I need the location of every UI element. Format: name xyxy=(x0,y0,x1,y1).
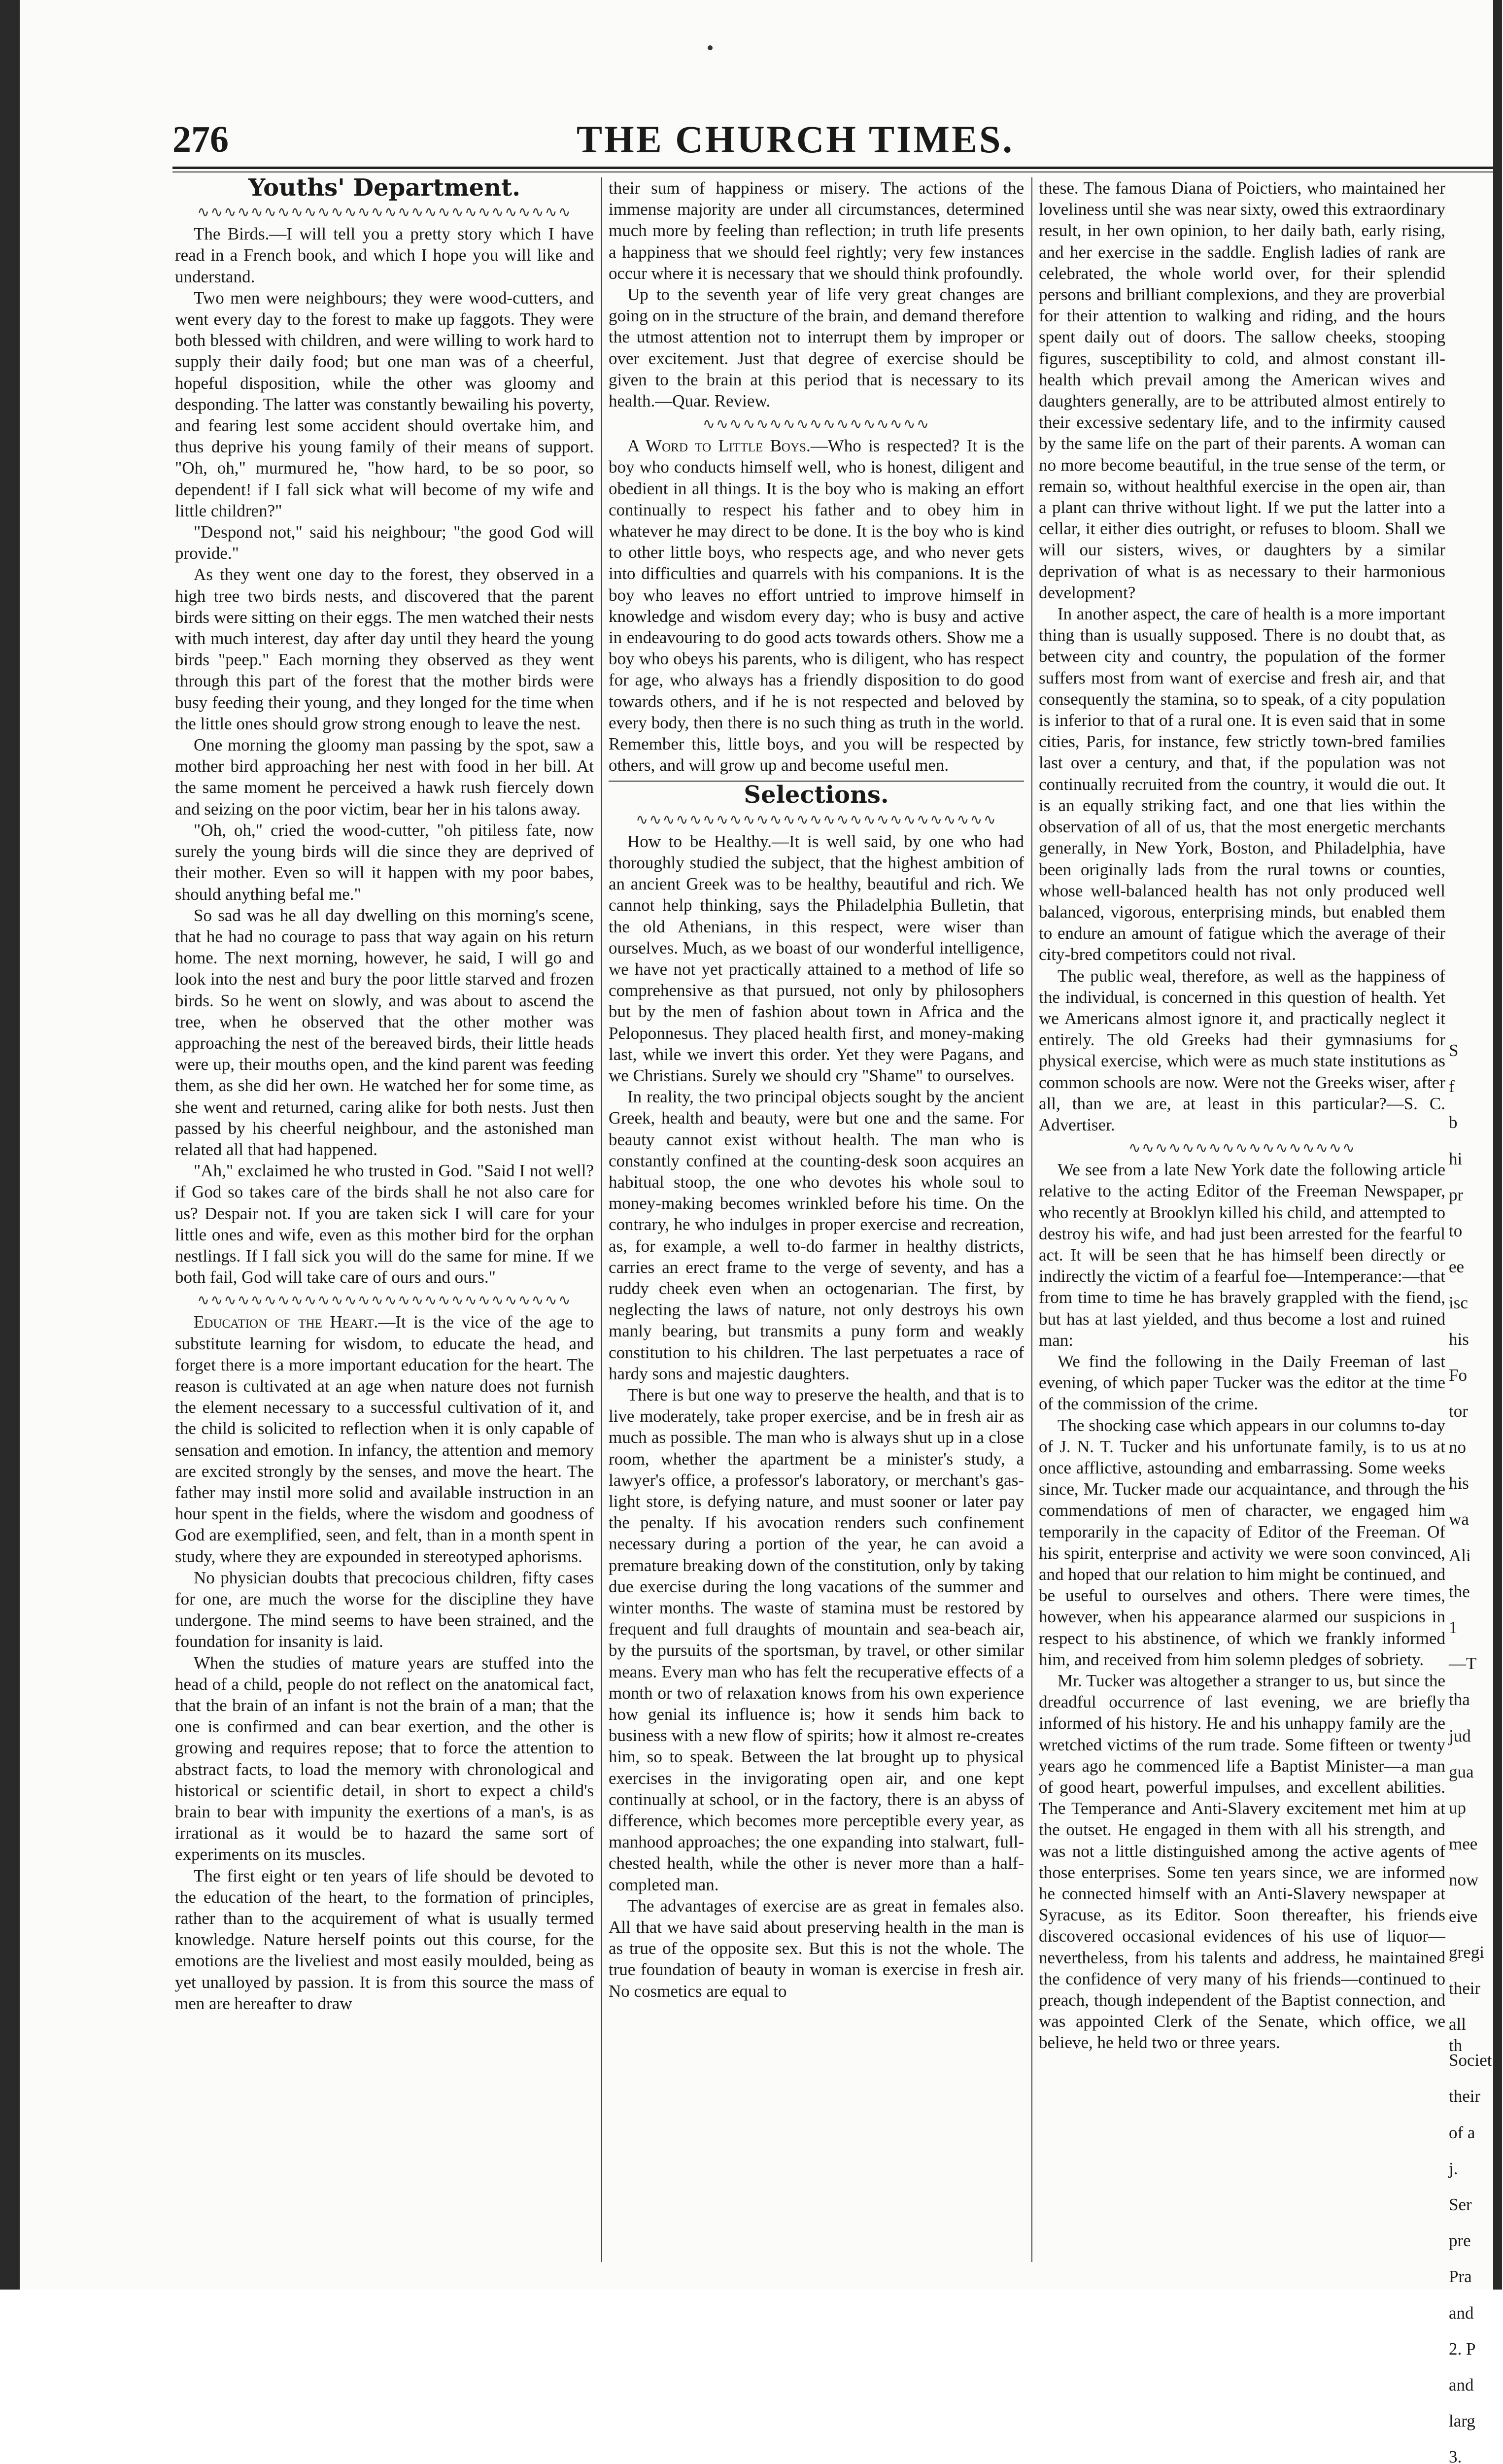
youths-department-heading: Youths' Department. xyxy=(248,174,520,202)
paragraph: Who is respected? It is the boy who conducts himself well, who is honest, diligent and obedient in all things. It is the boy who is making an effort continually to respect his father and to obey him in whatever he may direct to be done. It is the boy who is kind to other little boys, who respects age, and who never gets into difficulties and quarrels with his companions. It is the boy who leaves no effort untried to improve himself in knowledge and wisdom every day; who is busy and active in endeavouring to do good acts towards others. Show me a boy who obeys his parents, who is diligent, who has respect for age, who always has a friendly disposition to do good towards others, and if he is not respected and beloved by every body, then there is no such thing as truth in the world. Remember this, little boys, and you will be respected by others, and will grow up and become useful men. xyxy=(609,436,1024,775)
edge-fragment: ee xyxy=(1449,1257,1465,1277)
paragraph: There is but one way to preserve the health, and that is to live moderately, take proper exercise, and be in fresh air as much as possible. The man who is always shut up in a close room, whether the apartment be a minister's study, a lawyer's office, a professor's laboratory, or merchant's gas-light store, is defying nature, and must sooner or later pay the penalty. If his avocation renders such confinement necessary during a portion of the year, he can avoid a premature breaking down of the constitution, only by taking due exercise during the long vacations of the summer and winter months. The waste of stamina must be restored by frequent and full draughts of mountain and sea-beach air, by the pursuits of the sportsman, by travel, or other similar means. Every man who has felt the recuperative effects of a month or two of relaxation knows from his own experience how genial its influence is; how it sends him back to business with a new flow of spirits; how it almost re-creates him, so to speak. Between the lat brought up to physical exercises in the invigorating open air, and one kept continually at school, or in the factory, there is an abyss of difference, which becomes more perceptible every year, as manhood approaches; the one expanding into stalwart, full-chested health, while the other is never more than a half-completed man. xyxy=(609,1385,1024,1894)
paragraph: No physician doubts that precocious children, fifty cases for one, are much the worse for the discipline they have undergone. The mind seems to have been strained, and the foundation for insanity is laid. xyxy=(175,1568,594,1651)
edge-fragment: and xyxy=(1449,2303,1474,2323)
edge-fragment: eive xyxy=(1449,1906,1478,1926)
paragraph: In another aspect, the care of health is a more important thing than is usually supposed. There is no doubt that, as between city and country, the population of the former suffers most from want of exercise and fresh air, and that consequently the stamina, so to speak, of a city population is inferior to that of a rural one. It is even said that in some cities, Paris, for instance, few strictly town-bred families last over a century, and that, if the population was not continually recruited from the country, it would die out. It is an equally striking fact, and one that lies within the observation of all of us, that the most energetic merchants generally, in New York, Boston, and Philadelphia, have been originally lads from the rural towns or counties, whose well-balanced health has not only produced well balanced, vigorous, enterprising minds, but enabled them to endure an amount of fatigue which the average of their city-bred competitors could not rival. xyxy=(1039,604,1445,964)
paragraph: We find the following in the Daily Freeman of last evening, of which paper Tucker was the editor at the time of the commission of the crime. xyxy=(1039,1351,1445,1414)
edge-fragment: 1 xyxy=(1449,1618,1458,1637)
edge-fragment: 2. P xyxy=(1449,2339,1476,2359)
edge-fragment: Ser xyxy=(1449,2195,1472,2214)
paragraph: The first eight or ten years of life should be devoted to the education of the heart, to the formation of principles, rather than to the acquirement of what is usually termed knowledge. Nature herself points out this course, for the emotions are the liveliest and most easily moulded, being as yet unalloyed by passion. It is from this source the mass of men are hereafter to draw xyxy=(175,1866,594,2013)
edge-fragment: S xyxy=(1449,1041,1459,1060)
paragraph: The advantages of exercise are as great in females also. All that we have said about preserving health in the man is as true of the opposite sex. But this is not the whole. The true foundation of beauty in woman is exercise in fresh air. No cosmetics are equal to xyxy=(609,1896,1024,2001)
edge-fragment: isc xyxy=(1449,1293,1468,1313)
edge-fragment: hi xyxy=(1449,1149,1463,1168)
decorative-rule: ∿∿∿∿∿∿∿∿∿∿∿∿∿∿∿∿∿∿∿∿∿∿∿∿∿∿∿ xyxy=(636,811,997,828)
paragraph: One morning the gloomy man passing by the spot, saw a mother bird approaching her nest with food in her bill. At the same moment he perceived a hawk rush fiercely down and seizing on the poor victim, bear her in his talons away. xyxy=(175,735,594,819)
edge-fragment: j. xyxy=(1449,2158,1458,2178)
decorative-rule: ∿∿∿∿∿∿∿∿∿∿∿∿∿∿∿∿∿ xyxy=(702,416,930,433)
paragraph: The Birds.—I will tell you a pretty story which I have read in a French book, and which I hope you will like and understand. xyxy=(175,224,594,286)
decorative-rule: ∿∿∿∿∿∿∿∿∿∿∿∿∿∿∿∿∿∿∿∿∿∿∿∿∿∿∿∿ xyxy=(197,1292,572,1309)
edge-fragment: pr xyxy=(1449,1185,1464,1204)
edge-fragment: to xyxy=(1449,1221,1463,1240)
paragraph: How to be Healthy.—It is well said, by one who had thoroughly studied the subject, that the highest ambition of an ancient Greek was to be healthy, beautiful and rich. We cannot help thinking, says the Philadelphia Bulletin, that the old Athenians, in this respect, were wiser than ourselves. Much, as we boast of our wonderful intelligence, we have not yet practically attained to a method of life so comprehensive as that pursued, not only by philosophers but by the men of fashion about town in Africa and the Peloponnesus. They placed health first, and money-making last, while we invert this order. Yet they were Pagans, and we Christians. Surely we should cry "Shame" to ourselves. xyxy=(609,831,1024,1085)
edge-fragment: Societ xyxy=(1449,2051,1492,2070)
page-number: 276 xyxy=(172,119,229,160)
edge-fragment: —T xyxy=(1449,1654,1477,1674)
page-header xyxy=(172,118,1503,163)
paragraph: "Despond not," said his neighbour; "the good God will provide." xyxy=(175,522,594,563)
paragraph: "Oh, oh," cried the wood-cutter, "oh pitiless fate, now surely the young birds will die since they are deprived of their mother. Even so will it happen with my poor babes, should anything befal me." xyxy=(175,820,594,904)
edge-fragment: jud xyxy=(1449,1726,1471,1745)
edge-fragment: all th xyxy=(1449,2015,1466,2055)
paragraph: Mr. Tucker was altogether a stranger to us, but since the dreadful occurrence of last evening, we are briefly informed of his history. He and his unhappy family are the wretched victims of the rum trade. Some fifteen or twenty years ago he commenced life a Baptist Minister—a man of good heart, powerful impulses, and excellent abilities. The Temperance and Anti-Slavery excitement met him at the outset. He engaged in them with all his strength, and was not a little distinguished among the active agents of those enterprises. Some ten years since, we are informed he connected himself with an Anti-Slavery newspaper at Syracuse, as its Editor. Soon thereafter, his friends discovered occasional evidences of his use of liquor—nevertheless, from his talents and address, he maintained the confidence of very many of his friends—continued to preach, though independent of the Baptist connection, and was appointed Clerk of the Senate, which office, we believe, he held two or three years. xyxy=(1039,1671,1445,2053)
header-rule-thin xyxy=(172,171,1493,172)
edge-fragment: Ali xyxy=(1449,1545,1471,1565)
paragraph: When the studies of mature years are stuffed into the head of a child, people do not reflect on the anatomical fact, that the brain of an infant is not the brain of a man; that the one is confirmed and can bear exertion, and the other is growing and requires repose; that to force the attention to abstract facts, to load the memory with chronological and historical or scientific detail, in short to expect a child's brain to bear with impunity the exertions of a man's, is as irrational as it would be to hazard the same sort of experiments on its muscles. xyxy=(175,1653,594,1864)
paragraph: It is the vice of the age to substitute learning for wisdom, to educate the head, and forget there is a more important education for the heart. The reason is cultivated at an age when nature does not furnish the element necessary to a successful cultivation of it, and the child is solicited to reflection when it is only capable of sensation and emotion. In infancy, the attention and memory are excited strongly by the senses, and move the heart. The father may instil more solid and available instruction in an hour spent in the fields, where the wisdom and goodness of God are exemplified, seen, and felt, than in a month spent in study, where they are expounded in stereotyped aphorisms. xyxy=(175,1312,594,1566)
section-rule xyxy=(609,781,1024,782)
edge-fragment: his xyxy=(1449,1329,1469,1349)
column-3 xyxy=(1039,177,1445,2053)
edge-fragment: up xyxy=(1449,1798,1466,1817)
ink-speck xyxy=(708,45,713,50)
edge-fragment: the xyxy=(1449,1581,1470,1601)
column-2 xyxy=(609,177,1024,2002)
paragraph: As they went one day to the forest, they observed in a high tree two birds nests, and discovered that the parent birds were sitting on their eggs. The men watched their nests with much interest, day after day until they heard the young birds "peep." Each morning they observed as they went through this part of the forest that the mother birds were busy feeding their young, and they longed for the time when the little ones should grow strong enough to leave the nest. xyxy=(175,565,594,733)
column-divider-1 xyxy=(601,177,602,2262)
decorative-rule: ∿∿∿∿∿∿∿∿∿∿∿∿∿∿∿∿∿∿∿∿∿∿∿∿∿∿∿∿ xyxy=(197,204,572,221)
paragraph: Up to the seventh year of life very great changes are going on in the structure of the brain, and demand therefore the utmost attention not to interrupt them by improper or over excitement. Just that degree of exercise should be given to the brain at this period that is necessary to its health.—Quar. Review. xyxy=(609,285,1024,411)
edge-fragment: larg xyxy=(1449,2411,1475,2431)
scan-border-right xyxy=(1493,0,1502,2290)
column-1 xyxy=(175,174,594,2014)
column-divider-2 xyxy=(1031,177,1032,2262)
header-rule xyxy=(172,167,1493,169)
decorative-rule: ∿∿∿∿∿∿∿∿∿∿∿∿∿∿∿∿∿ xyxy=(1128,1140,1356,1157)
edge-fragment: Fo xyxy=(1449,1365,1467,1385)
little-boys-heading: A Word to Little Boys. xyxy=(627,436,811,456)
edge-fragment: his xyxy=(1449,1473,1469,1493)
section-lead: Education of the Heart.—It is the vice of the age to substitute learning for wisdom, to educate the head, and forget there is a more important education for the heart. The reason is cultivated at an age when nature does not furnish the element necessary to a successful cultivation of it, and the child is solicited to reflection when it is only capable of sensation and emotion. In infancy, the attention and memory are excited strongly by the senses, and move the heart. The father may instil more solid and available instruction in an hour spent in the fields, where the wisdom and goodness of God are exemplified, seen, and felt, than in a month spent in study, where they are expounded in stereotyped aphorisms. xyxy=(175,1312,594,1566)
scan-border-left xyxy=(0,0,20,2290)
edge-fragment: gregi xyxy=(1449,1942,1484,1962)
edge-fragment: no xyxy=(1449,1437,1466,1457)
edge-fragment: f xyxy=(1449,1077,1455,1096)
paragraph: Two men were neighbours; they were wood-cutters, and went every day to the forest to make up faggots. They were both blessed with children, and were willing to work hard to supply their daily food; but one man was of a cheerful, hopeful disposition, while the other was gloomy and desponding. The latter was constantly bewailing his poverty, and fearing lest some accident should overtake him, and thus deprive his young family of their means of support. "Oh, oh," murmured he, "how hard, to be so poor, so dependent! if I fall sick what will become of my wife and little children?" xyxy=(175,288,594,520)
edge-fragment: now xyxy=(1449,1870,1479,1890)
edge-fragment: and xyxy=(1449,2375,1474,2395)
paragraph: We see from a late New York date the following article relative to the acting Editor of the Freeman Newspaper, who recently at Brooklyn killed his child, and attempted to destroy his wife, and had just been arrested for the fearful act. It will be seen that he has himself been directly or indirectly the victim of a fearful foe—Intemperance:—that from time to time he has bravely grappled with the fiend, but has at last yielded, and thus become a lost and ruined man: xyxy=(1039,1160,1445,1350)
edge-fragment: pre xyxy=(1449,2231,1471,2251)
paragraph: So sad was he all day dwelling on this morning's scene, that he had no courage to pass that way again on his return home. The next morning, however, he said, I will go and look into the nest and bury the poor little starved and frozen birds. So he went on slowly, and was about to ascend the tree, when he observed that the other mother was approaching the nest of the bereaved birds, their little heads were up, their mouths open, and the kind parent was feeding them, as she did her own. He watched her for some time, as she went and returned, caring alike for both nests. Just then passed by his cheerful neighbour, and the astonished man related all that had happened. xyxy=(175,905,594,1159)
section-lead: A Word to Little Boys.—Who is respected? It is the boy who conducts himself well, who is honest, diligent and obedient in all things. It is the boy who is making an effort continually to respect his father and to obey him in whatever he may direct to be done. It is the boy who is kind to other little boys, who respects age, and who never gets into difficulties and quarrels with his companions. It is the boy who leaves no effort untried to improve himself in knowledge and wisdom every day; who is busy and active in endeavouring to do good acts towards others. Show me a boy who obeys his parents, who is diligent, who has respect for age, who always has a friendly disposition to do good towards others, and if he is not respected and beloved by every body, then there is no such thing as truth in the world. Remember this, little boys, and you will be respected by others, and will grow up and become useful men. xyxy=(609,436,1024,775)
edge-fragment: tor xyxy=(1449,1401,1468,1421)
edge-fragment: 3. xyxy=(1449,2447,1462,2464)
edge-fragment: Pra xyxy=(1449,2267,1472,2287)
edge-fragment: their xyxy=(1449,1978,1481,1998)
education-heading: Education of the Heart. xyxy=(194,1312,378,1332)
adjacent-page-fragment xyxy=(1449,177,1492,2464)
paragraph: The public weal, therefore, as well as the happiness of the individual, is concerned in this question of health. Yet we Americans almost ignore it, and practically neglect it entirely. The old Greeks had their gymnasiums for physical exercise, which were as much state institutions as common schools are now. Were not the Greeks wiser, after all, than we are, at least in this particular?—S. C. Advertiser. xyxy=(1039,966,1445,1134)
paragraph: their sum of happiness or misery. The actions of the immense majority are under all circumstances, determined much more by feeling than reflection; in truth life presents a happiness that we should feel rightly; very few instances occur where it is necessary that we should think profoundly. xyxy=(609,178,1024,283)
edge-fragment: wa xyxy=(1449,1509,1469,1529)
paragraph: "Ah," exclaimed he who trusted in God. "Said I not well? if God so takes care of the birds shall he not also care for us? Despair not. If you are taken sick I will care for your little ones and wife, even as this mother bird for the orphan nestlings. If I fall sick you will do the same for mine. If we both fail, God will take care of ours and ours." xyxy=(175,1161,594,1287)
edge-fragment: gua xyxy=(1449,1762,1474,1781)
edge-fragment: of a xyxy=(1449,2122,1475,2142)
edge-fragment: tha xyxy=(1449,1690,1470,1710)
paragraph: these. The famous Diana of Poictiers, who maintained her loveliness until she was near sixty, owed this extraordinary result, in her own opinion, to her daily bath, early rising, and her exercise in the saddle. English ladies of rank are celebrated, the whole world over, for their splendid persons and brilliant complexions, and they are proverbial for their attention to walking and riding, and the hours spent daily out of doors. The sallow cheeks, stooping figures, susceptibility to cold, and almost constant ill-health which prevail among the American wives and daughters generally, are to be attributed almost entirely to their excessive sedentary life, and to the infirmity caused by the same life on the part of their parents. A woman can no more become beautiful, in the true sense of the term, or remain so, without healthful exercise in the open air, than a plant can thrive without light. If we put the latter into a cellar, it either dies outright, or refuses to bloom. Shall we will our sisters, wives, or daughters by a similar deprivation of what is as necessary to their harmonious development? xyxy=(1039,178,1445,602)
paragraph: In reality, the two principal objects sought by the ancient Greek, health and beauty, were but one and the same. For beauty cannot exist without health. The man who is constantly confined at the counting-desk soon acquires an habitual stoop, the one who devotes his whole soul to money-making becomes wrinkled before his time. On the contrary, he who indulges in proper exercise and recreation, as, for example, a well to-do farmer in healthy districts, carries an erect frame to the verge of seventy, and has a ruddy cheek even when an octogenarian. The first, by neglecting the laws of nature, not only destroys his own manly bearing, but transmits a puny form and weakly constitution to his children. The last perpetuates a race of hardy sons and majestic daughters. xyxy=(609,1087,1024,1383)
masthead-title: THE CHURCH TIMES. xyxy=(577,118,1014,161)
edge-fragment: their xyxy=(1449,2087,1481,2106)
edge-fragment: mee xyxy=(1449,1834,1478,1854)
edge-fragment: b xyxy=(1449,1113,1458,1132)
paragraph: The shocking case which appears in our columns to-day of J. N. T. Tucker and his unfortunate family, is to us at once afflictive, astounding and embarrassing. Some weeks since, Mr. Tucker made our acquaintance, and through the commendations of men of character, we engaged him temporarily in the capacity of Editor of the Freeman. Of his spirit, enterprise and activity we were soon convinced, and hoped that our relation to him might be continued, and be useful to ourselves and others. There were times, however, when his appearance alarmed our suspicions in respect to his abstinence, of which we frankly informed him, and received from him solemn pledges of sobriety. xyxy=(1039,1415,1445,1669)
selections-heading: Selections. xyxy=(744,781,889,809)
